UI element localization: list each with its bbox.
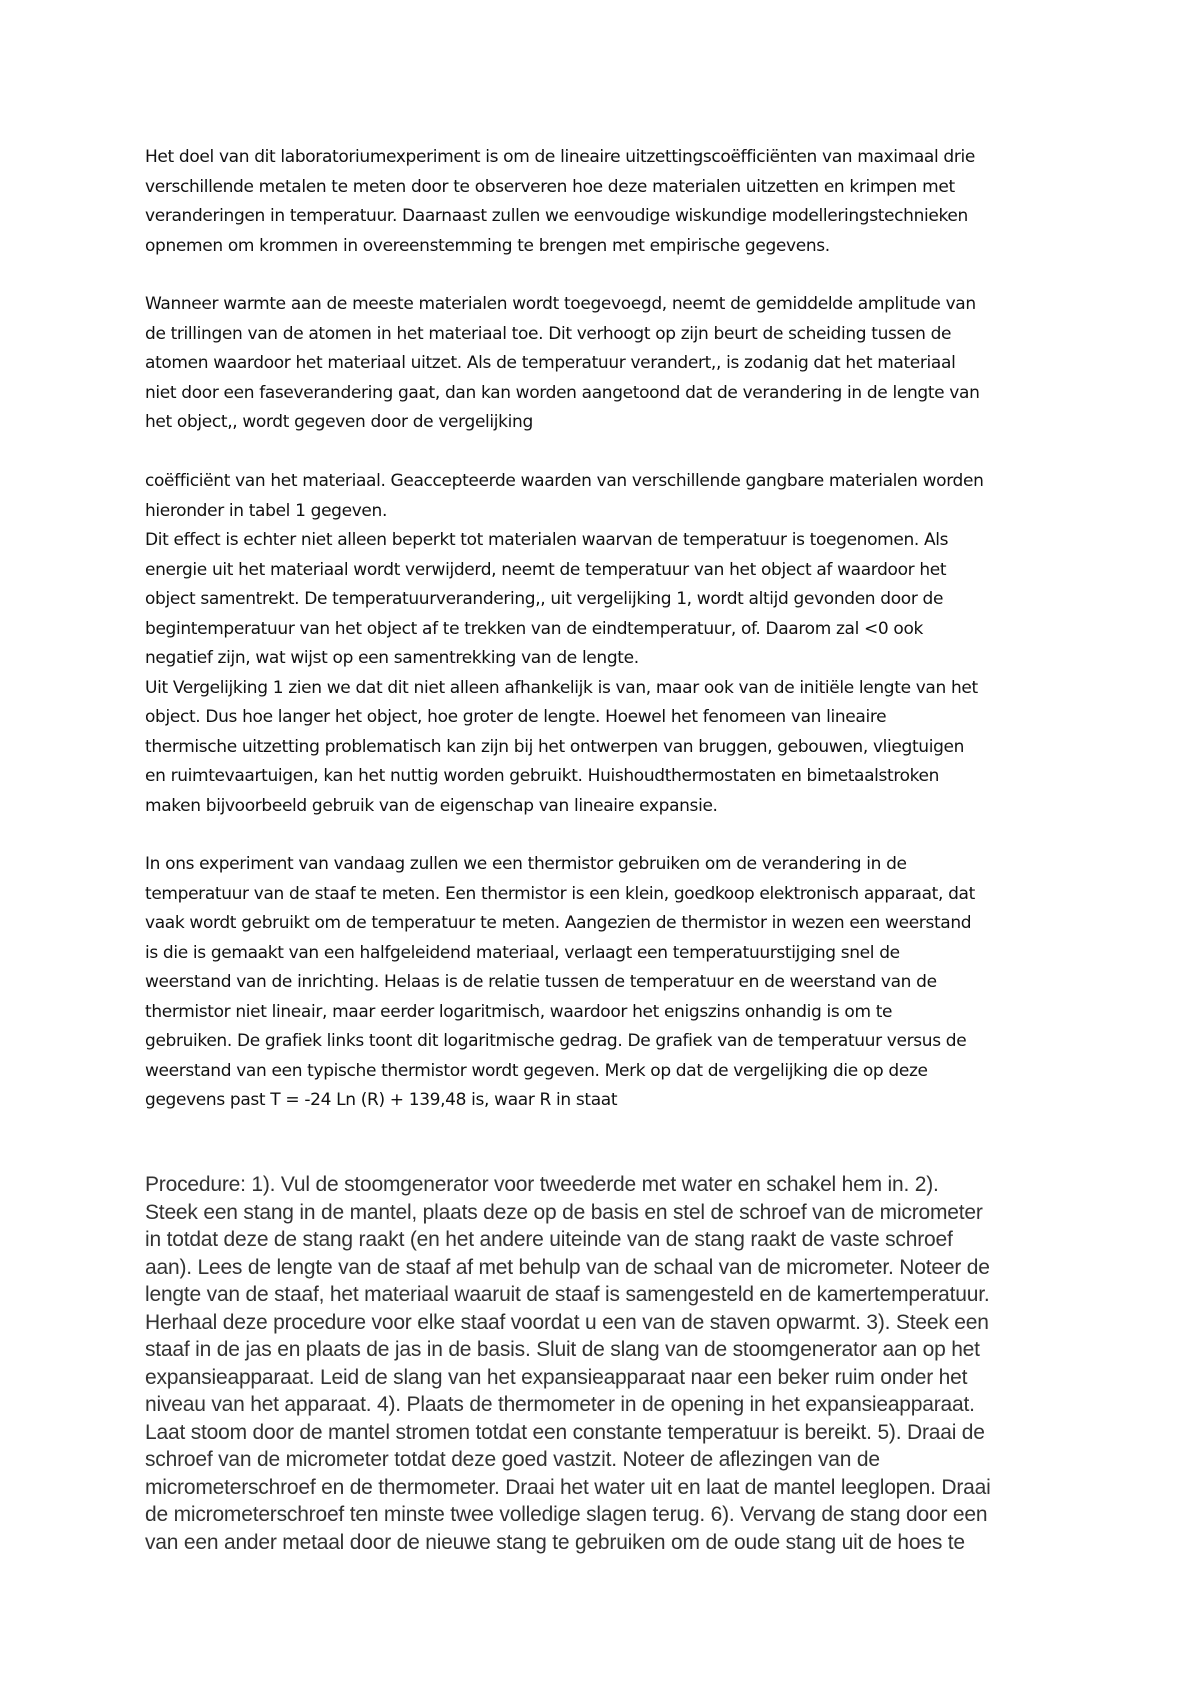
text-line: niveau van het apparaat. 4). Plaats de thermometer in de opening in het expansieapparaat. [145,1393,975,1416]
paragraph-theory [145,290,1065,438]
text-line: In ons experiment van vandaag zullen we een thermistor gebruiken om de verandering in de [145,854,907,874]
text-line: van een ander metaal door de nieuwe stang te gebruiken om de oude stang uit de hoes te [145,1530,965,1554]
text-line: object. Dus hoe langer het object, hoe groter de lengte. Hoewel het fenomeen van lineaire [145,707,887,727]
text-line: vaak wordt gebruikt om de temperatuur te meten. Aangezien de thermistor in wezen een weerstand [145,913,972,933]
text-line: begintemperatuur van het object af te trekken van de eindtemperatuur, of. Daarom zal <0 ook [145,618,924,639]
text-line: Dit effect is echter niet alleen beperkt tot materialen waarvan de temperatuur is toegenomen. Als [145,530,949,550]
text-line: thermische uitzetting problematisch kan zijn bij het ontwerpen van bruggen, gebouwen, vliegtuigen [145,736,965,757]
text-line: temperatuur van de staaf te meten. Een thermistor is een klein, goedkoop elektronisch apparaat, dat [145,883,975,904]
paragraph-coefficient [145,467,1065,821]
text-line: Herhaal deze procedure voor elke staaf voordat u een van de staven opwarmt. 3). Steek een [145,1310,989,1334]
text-line: veranderingen in temperatuur. Daarnaast zullen we eenvoudige wiskundige modelleringstechnieken [145,206,968,226]
text-line: energie uit het materiaal wordt verwijderd, neemt de temperatuur van het object af waardoor het [145,559,947,580]
text-line: schroef van de micrometer totdat deze goed vastzit. Noteer de aflezingen van de [145,1448,880,1471]
text-line: niet door een faseverandering gaat, dan kan worden aangetoond dat de verandering in de lengte van [145,382,980,403]
text-line: coëfficiënt van het materiaal. Geaccepteerde waarden van verschillende gangbare materialen worden [145,471,984,491]
text-line: het object,, wordt gegeven door de vergelijking [145,412,533,432]
text-line: is die is gemaakt van een halfgeleidend materiaal, verlaagt een temperatuurstijging snel de [145,942,900,963]
text-line: lengte van de staaf, het materiaal waaruit de staaf is samengesteld en de kamertemperatuur. [145,1283,990,1306]
text-line: maken bijvoorbeeld gebruik van de eigenschap van lineaire expansie. [145,795,718,816]
text-line: Uit Vergelijking 1 zien we dat dit niet alleen afhankelijk is van, maar ook van de initiële lengte van het [145,677,978,698]
text-line: weerstand van de inrichting. Helaas is de relatie tussen de temperatuur en de weerstand van de [145,972,937,992]
paragraph-thermistor [145,850,1065,1116]
text-line: atomen waardoor het materiaal uitzet. Als de temperatuur verandert,, is zodanig dat het materiaal [145,353,956,373]
paragraph-procedure [145,1171,1075,1556]
text-line: weerstand van een typische thermistor wordt gegeven. Merk op dat de vergelijking die op deze [145,1060,928,1081]
text-line: in totdat deze de stang raakt (en het andere uiteinde van de stang raakt de vaste schroef [145,1228,953,1251]
text-line: verschillende metalen te meten door te observeren hoe deze materialen uitzetten en krimpen met [145,176,955,197]
text-line: micrometerschroef en de thermometer. Draai het water uit en laat de mantel leeglopen. Draai [145,1475,991,1499]
text-line: de trillingen van de atomen in het materiaal toe. Dit verhoogt op zijn beurt de scheiding tussen de [145,323,952,344]
text-line: de micrometerschroef ten minste twee volledige slagen terug. 6). Vervang de stang door een [145,1503,988,1526]
text-line: aan). Lees de lengte van de staaf af met behulp van de schaal van de micrometer. Noteer de [145,1255,990,1279]
text-line: negatief zijn, wat wijst op een samentrekking van de lengte. [145,648,639,668]
text-line: Het doel van dit laboratoriumexperiment is om de lineaire uitzettingscoëfficiënten van maximaal drie [145,147,975,167]
paragraph-introduction [145,143,1065,261]
text-line: Steek een stang in de mantel, plaats deze op de basis en stel de schroef van de micrometer [145,1200,983,1224]
text-line: object samentrekt. De temperatuurverandering,, uit vergelijking 1, wordt altijd gevonden door de [145,589,944,609]
text-line: thermistor niet lineair, maar eerder logaritmisch, waardoor het enigszins onhandig is om te [145,1001,893,1022]
text-line: opnemen om krommen in overeenstemming te brengen met empirische gegevens. [145,235,830,256]
text-line: hieronder in tabel 1 gegeven. [145,500,388,521]
text-line: staaf in de jas en plaats de jas in de basis. Sluit de slang van de stoomgenerator aan op het [145,1338,980,1361]
text-line: gebruiken. De grafiek links toont dit logaritmische gedrag. De grafiek van de temperatuur versus de [145,1031,967,1051]
text-line: Wanneer warmte aan de meeste materialen wordt toegevoegd, neemt de gemiddelde amplitude van [145,294,976,314]
text-line: Procedure: 1). Vul de stoomgenerator voor tweederde met water en schakel hem in. 2). [145,1173,939,1196]
text-line: en ruimtevaartuigen, kan het nuttig worden gebruikt. Huishoudthermostaten en bimetaalstroken [145,766,940,786]
text-line: expansieapparaat. Leid de slang van het expansieapparaat naar een beker ruim onder het [145,1365,968,1389]
text-line: Laat stoom door de mantel stromen totdat een constante temperatuur is bereikt. 5). Draai de [145,1420,985,1444]
text-line: gegevens past T = -24 Ln (R) + 139,48 is, waar R in staat [145,1090,618,1110]
